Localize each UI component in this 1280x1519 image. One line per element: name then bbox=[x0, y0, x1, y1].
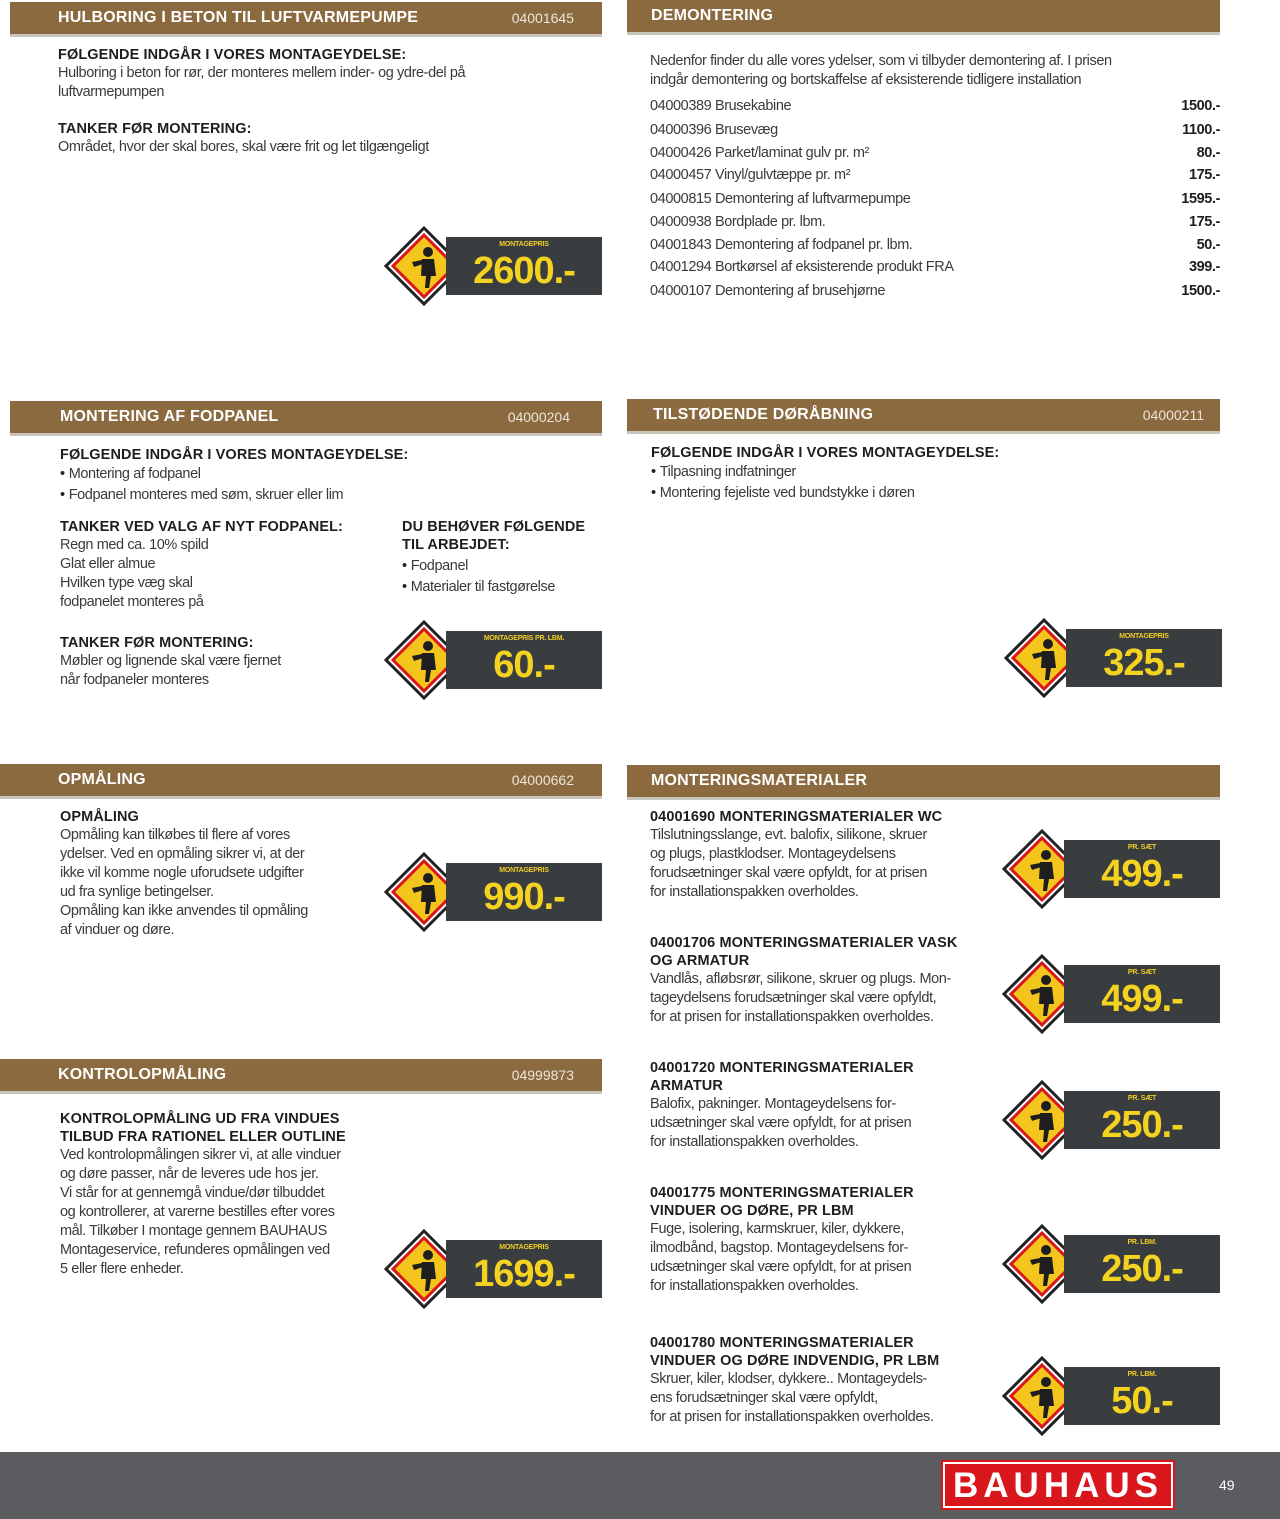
text: ens forudsætninger skal være opfyldt, bbox=[650, 1390, 878, 1406]
section-code: 04001645 bbox=[511, 10, 574, 26]
text: Opmåling kan ikke anvendes til opmåling bbox=[60, 903, 308, 919]
price-label: PR. LBM. bbox=[1127, 1371, 1157, 1378]
item-heading: OG ARMATUR bbox=[650, 953, 750, 969]
item-price: 175.- bbox=[1188, 167, 1220, 183]
section-body-fodpanel bbox=[60, 446, 600, 506]
price-value: 60.- bbox=[493, 644, 555, 686]
heading: FØLGENDE INDGÅR I VORES MONTAGEYDELSE: bbox=[651, 445, 1000, 461]
price-box bbox=[446, 237, 602, 295]
text: udsætninger skal være opfyldt, for at prisen bbox=[650, 1115, 912, 1131]
text: for installationspakken overholdes. bbox=[650, 1134, 859, 1150]
price-value: 990.- bbox=[483, 876, 565, 918]
text: Balofix, pakninger. Montageydelsens for- bbox=[650, 1096, 896, 1112]
text: for at prisen for installationspakken overholdes. bbox=[650, 1409, 934, 1425]
section-header-doraabning bbox=[627, 399, 1220, 431]
item-heading: 04001690 MONTERINGSMATERIALER WC bbox=[650, 809, 943, 825]
bauhaus-logo[interactable] bbox=[943, 1462, 1173, 1508]
section-header-kontrol bbox=[0, 1059, 602, 1091]
item-price: 1500.- bbox=[1181, 98, 1220, 114]
section-body-kontrol bbox=[60, 1110, 390, 1279]
text: forudsætninger skal være opfyldt, for at prisen bbox=[650, 865, 927, 881]
item-label: 04000426 Parket/laminat gulv pr. m² bbox=[650, 145, 869, 161]
section-header-materialer bbox=[627, 765, 1220, 797]
text: indgår demontering og bortskaffelse af eksisterende tidligere installation bbox=[650, 72, 1082, 88]
material-item bbox=[650, 1334, 1000, 1427]
price-badge bbox=[1002, 1356, 1222, 1436]
material-item bbox=[650, 808, 1000, 902]
text: Hulboring i beton for rør, der monteres mellem inder- og ydre-del på bbox=[58, 65, 466, 81]
item-price: 1595.- bbox=[1181, 191, 1220, 207]
heading: DU BEHØVER FØLGENDE bbox=[402, 519, 586, 535]
section-title: TILSTØDENDE DØRÅBNING bbox=[653, 406, 874, 423]
price-label: MONTAGEPRIS bbox=[499, 241, 549, 248]
text: og kontrollerer, at varerne bestilles efter vores bbox=[60, 1204, 335, 1220]
section-title: MONTERINGSMATERIALER bbox=[651, 772, 868, 789]
heading: TANKER FØR MONTERING: bbox=[60, 635, 254, 651]
price-box bbox=[1064, 965, 1220, 1023]
text: tageydelsens forudsætninger skal være opfyldt, bbox=[650, 990, 937, 1006]
price-label: MONTAGEPRIS bbox=[499, 867, 549, 874]
text: ydelser. Ved en opmåling sikrer vi, at der bbox=[60, 846, 305, 862]
list-item bbox=[650, 283, 1220, 305]
bullet-item: • Tilpasning indfatninger bbox=[651, 462, 1211, 483]
heading: TILBUD FRA RATIONEL ELLER OUTLINE bbox=[60, 1129, 346, 1145]
text: for installationspakken overholdes. bbox=[650, 884, 859, 900]
heading: KONTROLOPMÅLING UD FRA VINDUES bbox=[60, 1111, 340, 1127]
list-item bbox=[650, 122, 1220, 144]
list-item bbox=[650, 237, 1220, 259]
price-badge bbox=[384, 1229, 604, 1309]
price-box bbox=[446, 863, 602, 921]
text: ud fra synlige betingelser. bbox=[60, 884, 214, 900]
text: mål. Tilkøber I montage gennem BAUHAUS bbox=[60, 1223, 327, 1239]
price-value: 250.- bbox=[1101, 1104, 1183, 1146]
price-value: 2600.- bbox=[473, 250, 575, 292]
item-price: 50.- bbox=[1196, 237, 1220, 253]
text: luftvarmepumpen bbox=[58, 84, 165, 100]
price-label: MONTAGEPRIS bbox=[1119, 633, 1169, 640]
section-title: OPMÅLING bbox=[58, 771, 146, 788]
price-value: 499.- bbox=[1101, 978, 1183, 1020]
text: Vandlås, afløbsrør, silikone, skruer og plugs. Mon- bbox=[650, 971, 951, 987]
heading: TANKER VED VALG AF NYT FODPANEL: bbox=[60, 519, 343, 535]
item-label: 04000457 Vinyl/gulvtæppe pr. m² bbox=[650, 167, 851, 183]
price-value: 50.- bbox=[1111, 1380, 1173, 1422]
section-code: 04000211 bbox=[1142, 407, 1204, 423]
text: Området, hvor der skal bores, skal være frit og let tilgængeligt bbox=[58, 139, 429, 155]
text: udsætninger skal være opfyldt, for at prisen bbox=[650, 1259, 912, 1275]
page-footer bbox=[0, 1452, 1280, 1519]
bullet-item: • Materialer til fastgørelse bbox=[402, 577, 602, 598]
price-box bbox=[1064, 1367, 1220, 1425]
price-box bbox=[1066, 629, 1222, 687]
heading: TANKER FØR MONTERING: bbox=[58, 121, 252, 137]
text: Vi står for at gennemgå vindue/dør tilbuddet bbox=[60, 1185, 325, 1201]
section-body-opmaaling bbox=[60, 808, 380, 940]
text: Regn med ca. 10% spild bbox=[60, 537, 209, 553]
item-label: 04001843 Demontering af fodpanel pr. lbm. bbox=[650, 237, 913, 253]
section-title: HULBORING I BETON TIL LUFTVARMEPUMPE bbox=[58, 9, 419, 26]
section-code: 04999873 bbox=[511, 1067, 574, 1083]
price-badge bbox=[384, 620, 604, 700]
material-item bbox=[650, 1184, 1000, 1296]
text: Opmåling kan tilkøbes til flere af vores bbox=[60, 827, 290, 843]
price-value: 250.- bbox=[1101, 1248, 1183, 1290]
page-number: 49 bbox=[1219, 1477, 1235, 1493]
text: Tilslutningsslange, evt. balofix, silikone, skruer bbox=[650, 827, 927, 843]
price-badge bbox=[384, 852, 604, 932]
price-box bbox=[446, 1240, 602, 1298]
item-price: 80.- bbox=[1196, 145, 1220, 161]
section-title: KONTROLOPMÅLING bbox=[58, 1066, 227, 1083]
price-box bbox=[1064, 1091, 1220, 1149]
section-title: DEMONTERING bbox=[651, 7, 774, 24]
price-value: 499.- bbox=[1101, 853, 1183, 895]
text: ilmodbånd, bagstop. Montageydelsens for- bbox=[650, 1240, 909, 1256]
text: og plugs, plastklodser. Montageydelsens bbox=[650, 846, 896, 862]
section-header-hulboring bbox=[10, 2, 602, 34]
text: Hvilken type væg skal bbox=[60, 575, 193, 591]
item-heading: VINDUER OG DØRE INDVENDIG, PR LBM bbox=[650, 1353, 940, 1369]
price-box bbox=[1064, 840, 1220, 898]
text: Nedenfor finder du alle vores ydelser, som vi tilbyder demontering af. I prisen bbox=[650, 53, 1112, 69]
item-heading: VINDUER OG DØRE, PR LBM bbox=[650, 1203, 854, 1219]
heading: FØLGENDE INDGÅR I VORES MONTAGEYDELSE: bbox=[60, 447, 409, 463]
logo-text: BAUHAUS bbox=[953, 1466, 1163, 1505]
bullet-item: • Fodpanel monteres med søm, skruer eller lim bbox=[60, 485, 600, 506]
price-value: 1699.- bbox=[473, 1253, 575, 1295]
price-badge bbox=[1004, 618, 1224, 698]
heading: OPMÅLING bbox=[60, 809, 139, 825]
section-header-demontering bbox=[627, 0, 1220, 32]
price-badge bbox=[1002, 829, 1222, 909]
text: for at prisen for installationspakken overholdes. bbox=[650, 1009, 934, 1025]
item-heading: 04001706 MONTERINGSMATERIALER VASK bbox=[650, 935, 958, 951]
list-item bbox=[650, 145, 1220, 167]
text: fodpanelet monteres på bbox=[60, 594, 204, 610]
price-badge bbox=[1002, 1224, 1222, 1304]
price-badge bbox=[1002, 1080, 1222, 1160]
price-label: PR. SÆT bbox=[1127, 1095, 1157, 1102]
section-code: 04000662 bbox=[511, 772, 574, 788]
text: af vinduer og døre. bbox=[60, 922, 175, 938]
section-code: 04000204 bbox=[507, 409, 570, 425]
list-item bbox=[650, 191, 1220, 213]
material-item bbox=[650, 1059, 1000, 1152]
item-label: 04000396 Brusevæg bbox=[650, 122, 778, 138]
section-body-doraabning bbox=[651, 444, 1211, 504]
bullet-item: • Montering fejeliste ved bundstykke i døren bbox=[651, 483, 1211, 504]
price-label: MONTAGEPRIS bbox=[499, 1244, 549, 1251]
item-price: 175.- bbox=[1188, 214, 1220, 230]
item-heading: 04001780 MONTERINGSMATERIALER bbox=[650, 1335, 914, 1351]
bullet-item: • Fodpanel bbox=[402, 556, 602, 577]
price-label: PR. SÆT bbox=[1127, 969, 1157, 976]
fodpanel-tanker-valg bbox=[60, 518, 390, 612]
text: Fuge, isolering, karmskruer, kiler, dykkere, bbox=[650, 1221, 904, 1237]
fodpanel-behov bbox=[402, 518, 602, 598]
text: og døre passer, når de leveres ude hos jer. bbox=[60, 1166, 319, 1182]
text: Skruer, kiler, klodser, dykkere.. Montageydels- bbox=[650, 1371, 927, 1387]
text: for installationspakken overholdes. bbox=[650, 1278, 859, 1294]
section-body-demontering bbox=[650, 52, 1220, 90]
price-box bbox=[446, 631, 602, 689]
list-item bbox=[650, 259, 1220, 281]
price-label: PR. SÆT bbox=[1127, 844, 1157, 851]
item-heading: ARMATUR bbox=[650, 1078, 723, 1094]
bullet-item: • Montering af fodpanel bbox=[60, 464, 600, 485]
text: ikke vil komme nogle uforudsete udgifter bbox=[60, 865, 304, 881]
section-header-opmaaling bbox=[0, 764, 602, 796]
text: når fodpaneler monteres bbox=[60, 672, 209, 688]
fodpanel-tanker-montering bbox=[60, 634, 380, 690]
price-badge bbox=[1002, 954, 1222, 1034]
section-header-fodpanel bbox=[10, 401, 602, 433]
heading: TIL ARBEJDET: bbox=[402, 537, 510, 553]
text: Glat eller almue bbox=[60, 556, 156, 572]
price-badge bbox=[384, 226, 604, 306]
item-label: 04001294 Bortkørsel af eksisterende produkt FRA bbox=[650, 259, 954, 275]
section-title: MONTERING AF FODPANEL bbox=[60, 408, 279, 425]
price-box bbox=[1064, 1235, 1220, 1293]
price-value: 325.- bbox=[1103, 642, 1185, 684]
item-label: 04000938 Bordplade pr. lbm. bbox=[650, 214, 826, 230]
item-price: 1100.- bbox=[1182, 122, 1220, 138]
item-price: 399.- bbox=[1188, 259, 1220, 275]
price-label: PR. LBM. bbox=[1127, 1239, 1157, 1246]
demontering-price-list bbox=[650, 98, 1220, 308]
item-heading: 04001720 MONTERINGSMATERIALER bbox=[650, 1060, 914, 1076]
section-body-hulboring bbox=[58, 46, 578, 157]
text: Montageservice, refunderes opmålingen ved bbox=[60, 1242, 330, 1258]
item-label: 04000815 Demontering af luftvarmepumpe bbox=[650, 191, 911, 207]
text: 5 eller flere enheder. bbox=[60, 1261, 184, 1277]
item-price: 1500.- bbox=[1181, 283, 1220, 299]
material-item bbox=[650, 934, 1000, 1027]
item-heading: 04001775 MONTERINGSMATERIALER bbox=[650, 1185, 914, 1201]
heading: FØLGENDE INDGÅR I VORES MONTAGEYDELSE: bbox=[58, 47, 407, 63]
item-label: 04000389 Brusekabine bbox=[650, 98, 792, 114]
list-item bbox=[650, 98, 1220, 120]
text: Ved kontrolopmålingen sikrer vi, at alle vinduer bbox=[60, 1147, 341, 1163]
list-item bbox=[650, 214, 1220, 236]
price-label: MONTAGEPRIS PR. LBM. bbox=[483, 635, 565, 642]
item-label: 04000107 Demontering af brusehjørne bbox=[650, 283, 886, 299]
list-item bbox=[650, 167, 1220, 189]
text: Møbler og lignende skal være fjernet bbox=[60, 653, 281, 669]
